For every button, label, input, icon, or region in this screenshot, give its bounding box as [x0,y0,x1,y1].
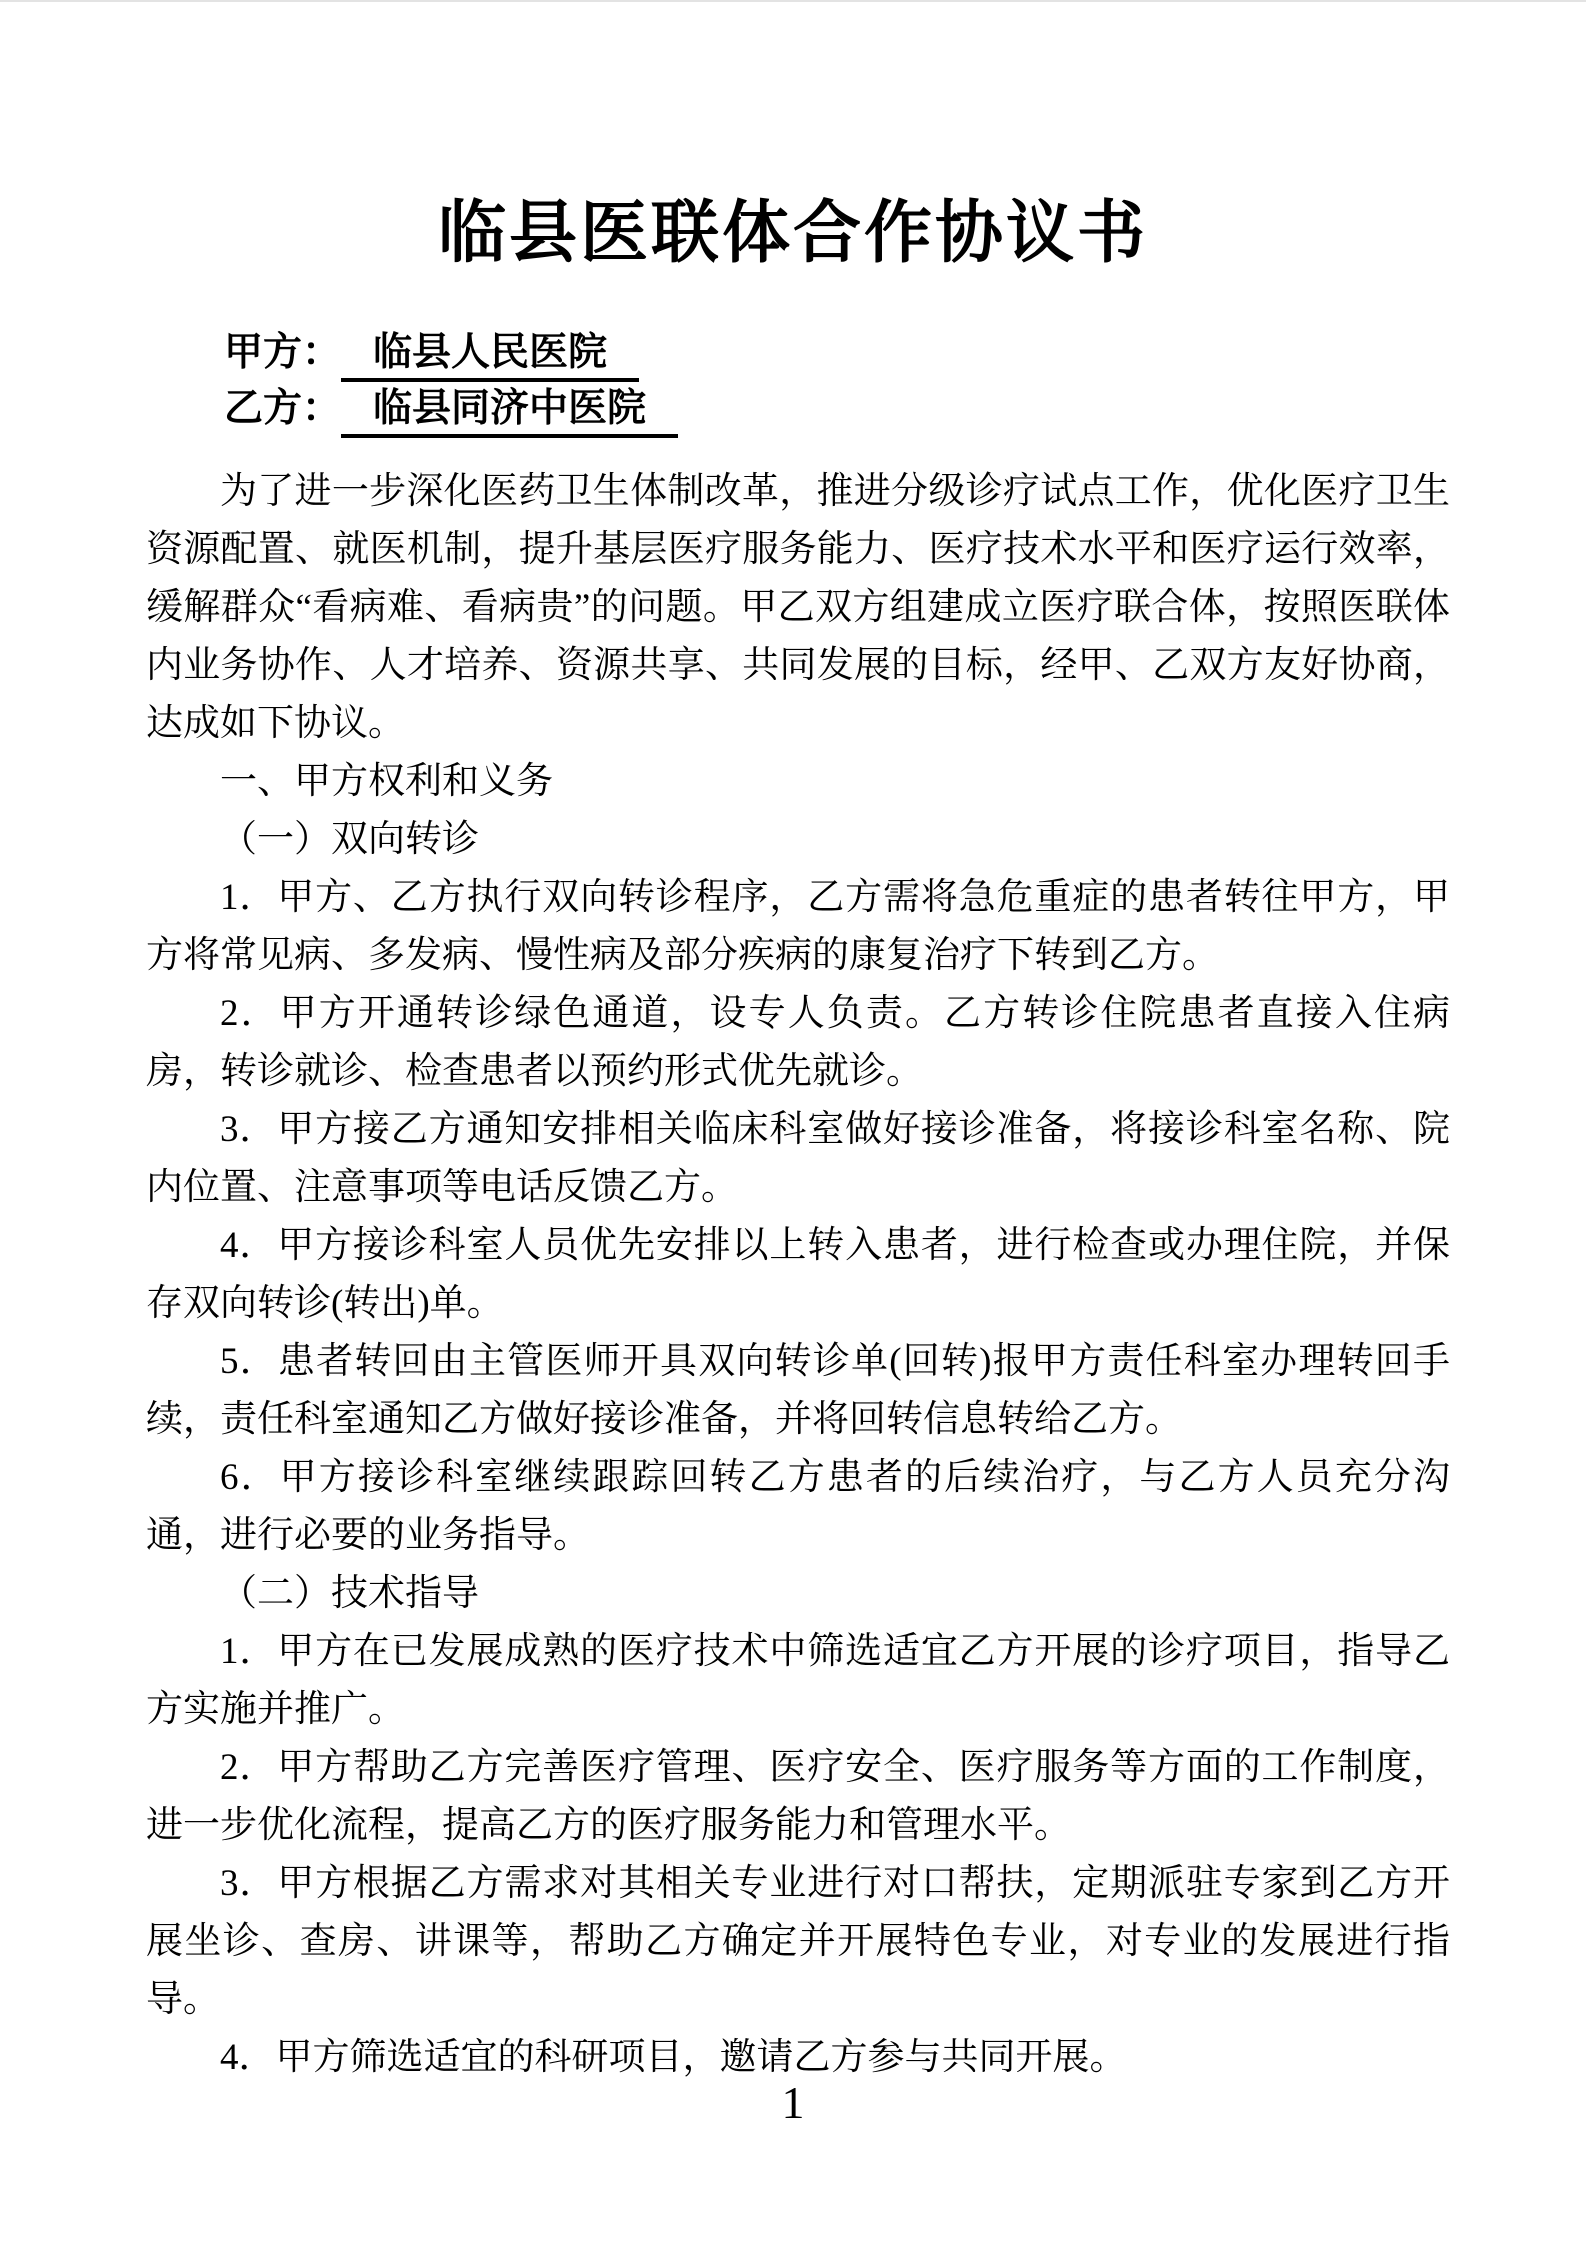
paragraph-intro: 为了进一步深化医药卫生体制改革，推进分级诊疗试点工作，优化医疗卫生资源配置、就医机制，提升基层医疗服务能力、医疗技术水平和医疗运行效率，缓解群众“看病难、看病贵”的问题。甲乙双方组建成立医疗联合体，按照医联体内业务协作、人才培养、资源共享、共同发展的目标，经甲、乙双方友好协商，达成如下协议。 [146,471,1450,745]
parties-block [146,325,1450,437]
clause-1-2-item-2: 2．甲方帮助乙方完善医疗管理、医疗安全、医疗服务等方面的工作制度，进一步优化流程，提高乙方的医疗服务能力和管理水平。 [146,1747,1450,1847]
clause-1-2-item-1: 1．甲方在已发展成熟的医疗技术中筛选适宜乙方开展的诊疗项目，指导乙方实施并推广。 [146,1631,1450,1731]
party-line-jiafang [146,325,1450,381]
party-yifang-value: 临县同济中医院 [341,386,678,438]
party-line-yifang [146,381,1450,437]
clause-1-1-item-5: 5．患者转回由主管医师开具双向转诊单(回转)报甲方责任科室办理转回手续，责任科室通知乙方做好接诊准备，并将回转信息转给乙方。 [146,1341,1450,1441]
clause-1-2-item-3: 3．甲方根据乙方需求对其相关专业进行对口帮扶，定期派驻专家到乙方开展坐诊、查房、讲课等，帮助乙方确定并开展特色专业，对专业的发展进行指导。 [146,1863,1450,2021]
clause-1-1-item-4: 4．甲方接诊科室人员优先安排以上转入患者，进行检查或办理住院，并保存双向转诊(转出)单。 [146,1225,1450,1325]
document-title: 临县医联体合作协议书 [437,195,1148,271]
clause-1-1-item-3: 3．甲方接乙方通知安排相关临床科室做好接诊准备，将接诊科室名称、院内位置、注意事项等电话反馈乙方。 [146,1109,1450,1209]
clause-1-2-item-4: 4．甲方筛选适宜的科研项目，邀请乙方参与共同开展。 [220,2037,1127,2079]
page-number: 1 [781,2077,805,2128]
clause-1-1-item-1: 1．甲方、乙方执行双向转诊程序，乙方需将急危重症的患者转往甲方，甲方将常见病、多发病、慢性病及部分疾病的康复治疗下转到乙方。 [146,877,1450,977]
heading-subsection-1-2: （二）技术指导 [220,1573,479,1615]
document-body [146,463,1450,2087]
party-yifang-label: 乙方： [224,387,342,431]
clause-1-1-item-2: 2．甲方开通转诊绿色通道，设专人负责。乙方转诊住院患者直接入住病房，转诊就诊、检查患者以预约形式优先就诊。 [146,993,1450,1093]
party-jiafang-value: 临县人民医院 [341,330,639,382]
heading-section-1: 一、甲方权利和义务 [220,761,553,803]
clause-1-1-item-6: 6．甲方接诊科室继续跟踪回转乙方患者的后续治疗，与乙方人员充分沟通，进行必要的业务指导。 [146,1457,1450,1557]
heading-subsection-1-1: （一）双向转诊 [220,819,479,861]
party-jiafang-label: 甲方： [224,331,342,375]
